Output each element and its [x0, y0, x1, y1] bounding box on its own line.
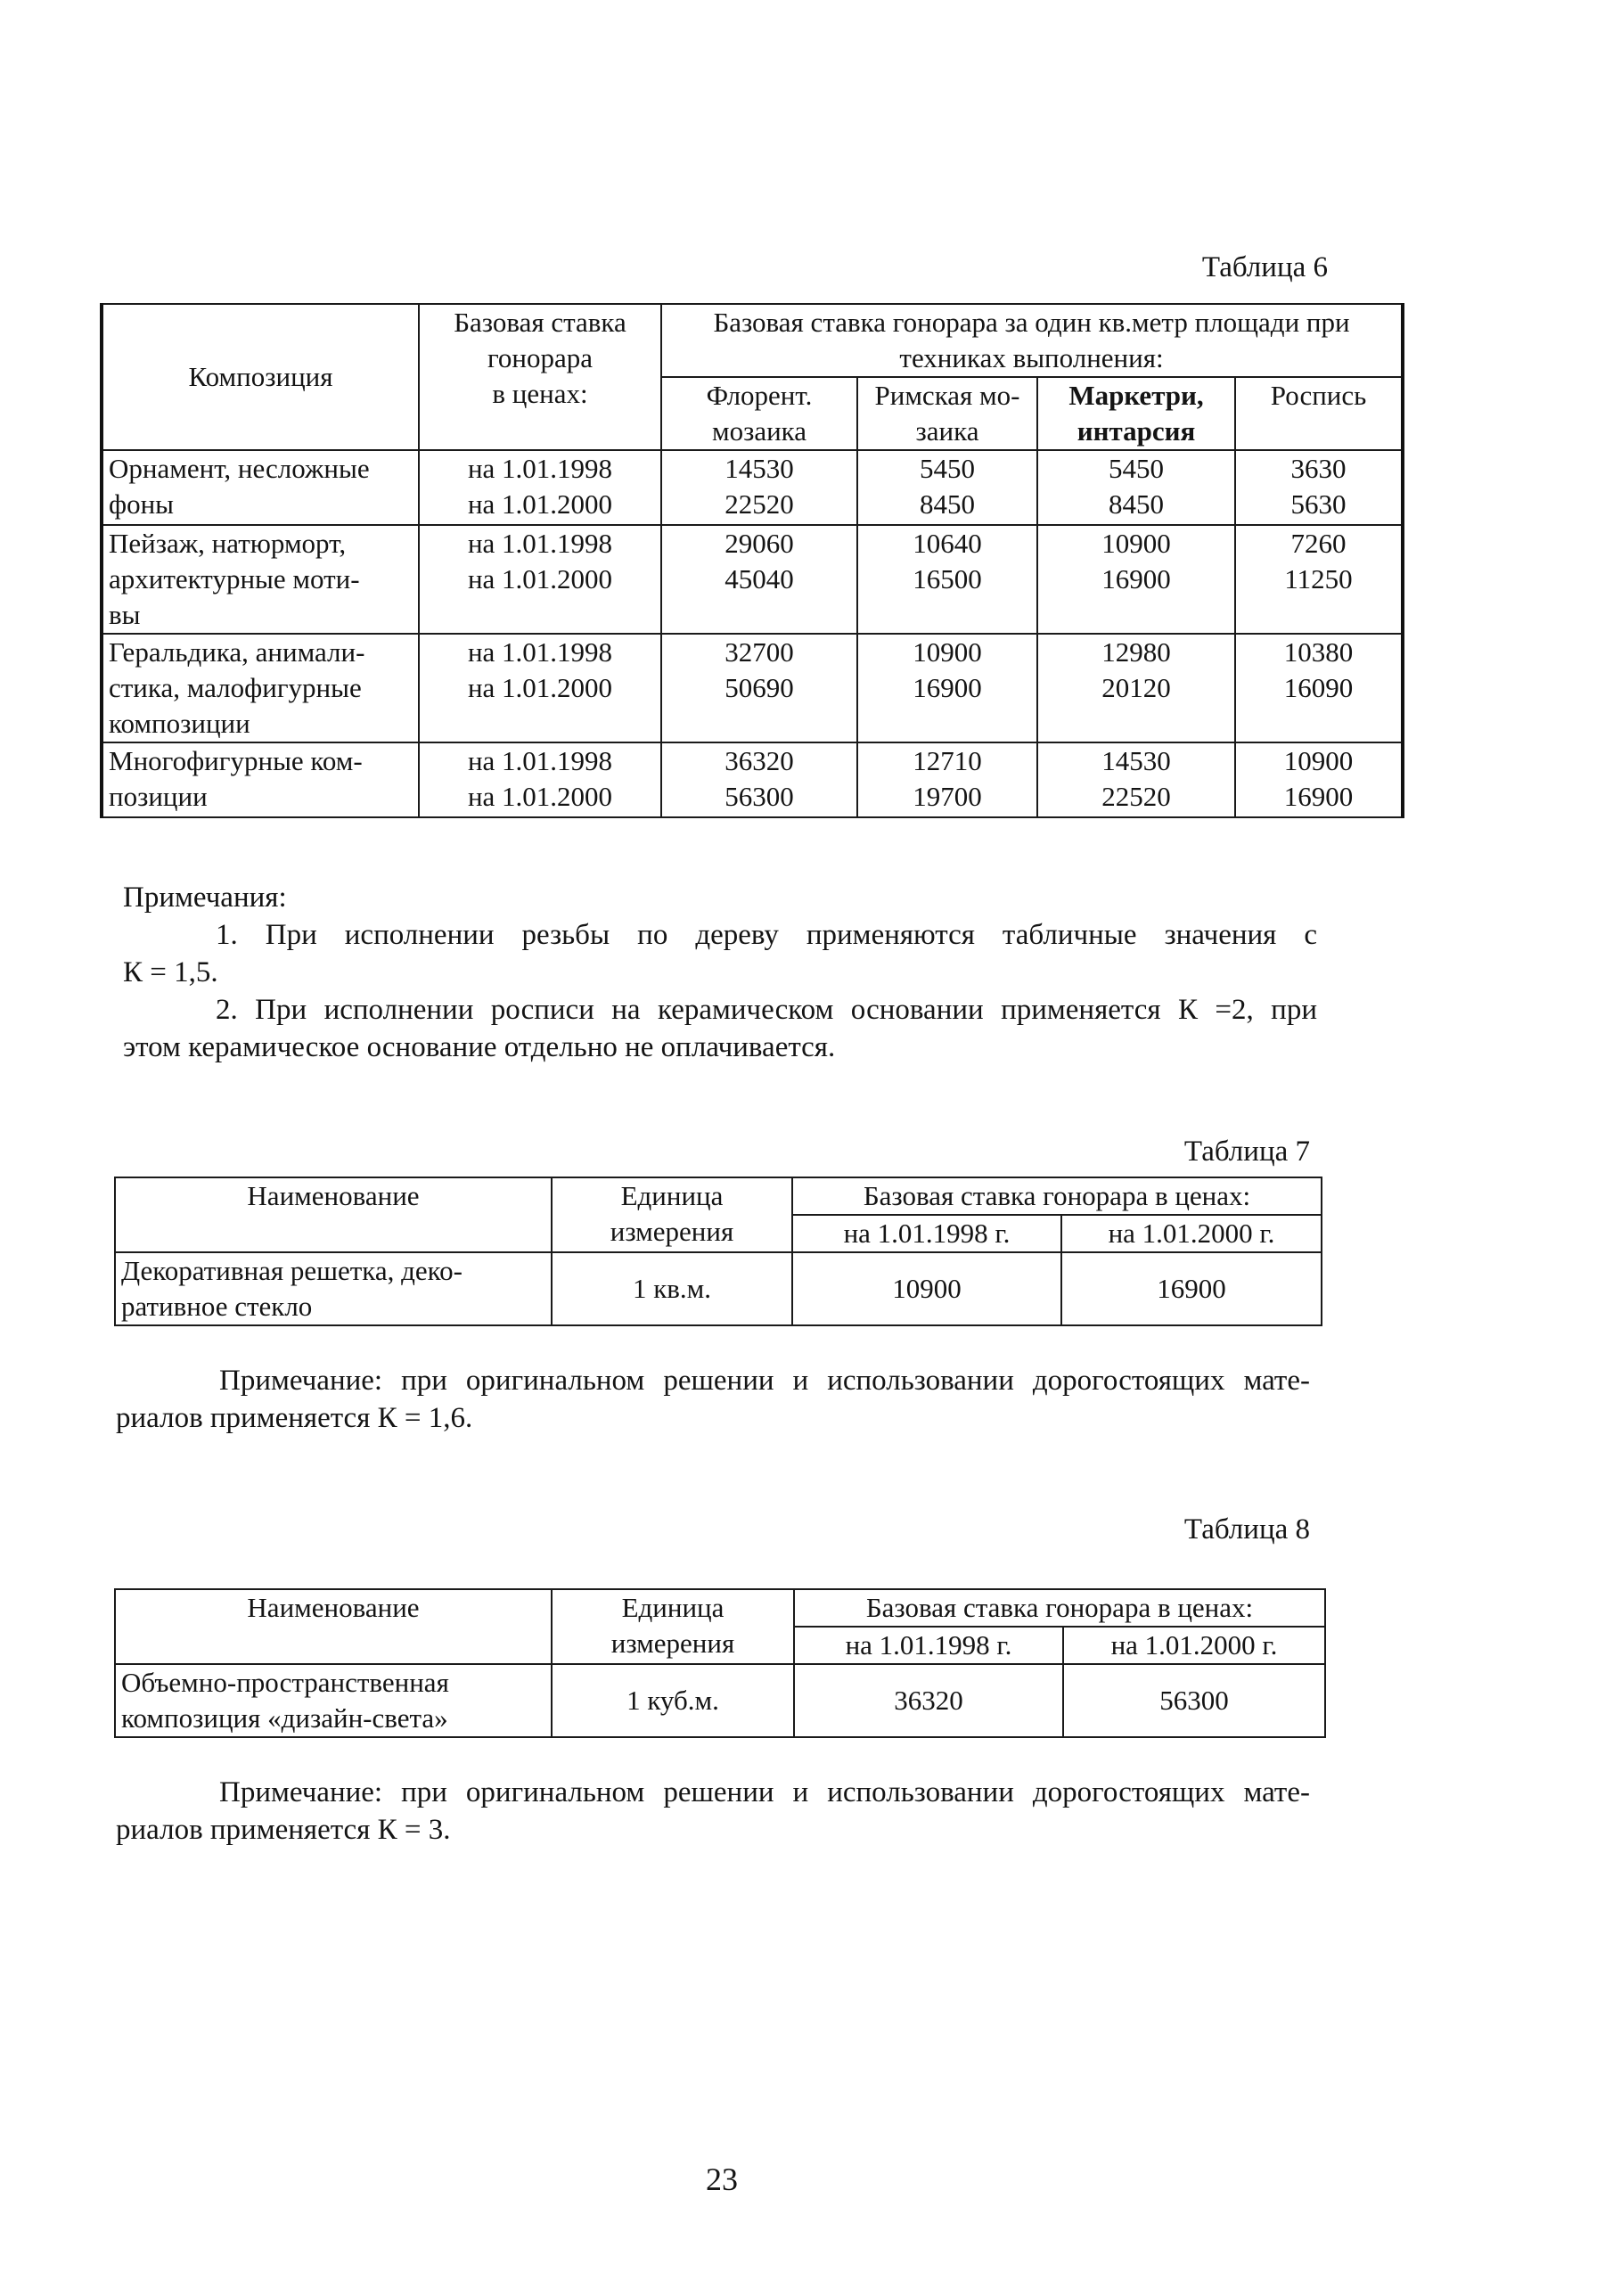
table6-cell-florent: 36320 56300: [661, 742, 857, 817]
table7-header-group: Базовая ставка гонорара в ценах:: [792, 1177, 1322, 1215]
table6-cell-florent: 29060 45040: [661, 525, 857, 634]
table6-header-base-rate: Базовая ставка гонорара в ценах:: [419, 304, 661, 450]
table-row: [102, 742, 1403, 817]
table8-caption: Таблица 8: [1183, 1513, 1310, 1546]
table7-row-unit: 1 кв.м.: [552, 1252, 792, 1325]
table6-header-painting: Роспись: [1235, 377, 1403, 450]
table6-cell-painting: 10380 16090: [1235, 634, 1403, 742]
table8-row-unit: 1 куб.м.: [552, 1664, 794, 1737]
table-row: [102, 450, 1403, 525]
table7-header-date2: на 1.01.2000 г.: [1061, 1215, 1322, 1252]
table6-row-name: Пейзаж, натюрморт, архитектурные моти- вы: [102, 525, 419, 634]
table6-cell-roman: 10640 16500: [857, 525, 1037, 634]
table6-row-dates: на 1.01.1998 на 1.01.2000: [419, 634, 661, 742]
table6-cell-marquetry: 14530 22520: [1037, 742, 1235, 817]
table6-cell-roman: 5450 8450: [857, 450, 1037, 525]
notes-title: Примечания:: [123, 882, 287, 914]
table7-header-unit: Единица измерения: [552, 1177, 792, 1252]
table7-row-value1: 10900: [792, 1252, 1061, 1325]
table-row: [115, 1664, 1325, 1737]
table6-cell-marquetry: 12980 20120: [1037, 634, 1235, 742]
page-number: 23: [706, 2161, 738, 2197]
table7-note: Примечание: при оригинальном решении и использовании дорогостоящих мате- риалов применяется К = 1,6.: [116, 1365, 1310, 1434]
table7-row-name: Декоративная решетка, деко- ративное стекло: [115, 1252, 552, 1325]
table6-row-name: Многофигурные ком- позиции: [102, 742, 419, 817]
note-2: 2. При исполнении росписи на керамическом основании применяется К =2, при этом керамическое основание отдельно не оплачивается.: [123, 994, 1317, 1063]
table7-caption: Таблица 7: [1183, 1136, 1310, 1168]
table6-notes: [123, 879, 1317, 1066]
table6-header-florent: Флорент. мозаика: [661, 377, 857, 450]
table7-header-date1: на 1.01.1998 г.: [792, 1215, 1061, 1252]
table6-header-roman: Римская мо- заика: [857, 377, 1037, 450]
table6-cell-painting: 10900 16900: [1235, 742, 1403, 817]
table6-row-dates: на 1.01.1998 на 1.01.2000: [419, 450, 661, 525]
table6-caption: Таблица 6: [1201, 251, 1328, 283]
table6-cell-marquetry: 10900 16900: [1037, 525, 1235, 634]
table-row: [102, 634, 1403, 742]
table6-cell-painting: 3630 5630: [1235, 450, 1403, 525]
table7-header-name: Наименование: [115, 1177, 552, 1252]
table8-header-group: Базовая ставка гонорара в ценах:: [794, 1589, 1325, 1627]
table8: [114, 1588, 1326, 1738]
table8-note: Примечание: при оригинальном решении и использовании дорогостоящих мате- риалов применяется К = 3.: [116, 1776, 1310, 1846]
table6-row-dates: на 1.01.1998 на 1.01.2000: [419, 525, 661, 634]
table8-header-name: Наименование: [115, 1589, 552, 1664]
table6-cell-painting: 7260 11250: [1235, 525, 1403, 634]
table6-header-marquetry: Маркетри, интарсия: [1037, 377, 1235, 450]
table7-row-value2: 16900: [1061, 1252, 1322, 1325]
table6-header-group: Базовая ставка гонорара за один кв.метр площади при техниках выполнения:: [661, 304, 1403, 377]
table6-row-name: Геральдика, анимали- стика, малофигурные композиции: [102, 634, 419, 742]
table6-row-name: Орнамент, несложные фоны: [102, 450, 419, 525]
table8-header-date1: на 1.01.1998 г.: [794, 1627, 1063, 1664]
table6-cell-roman: 12710 19700: [857, 742, 1037, 817]
table8-row-value1: 36320: [794, 1664, 1063, 1737]
table6-header-composition: Композиция: [102, 304, 419, 450]
table8-row-value2: 56300: [1063, 1664, 1325, 1737]
table6-row-dates: на 1.01.1998 на 1.01.2000: [419, 742, 661, 817]
table6-cell-florent: 14530 22520: [661, 450, 857, 525]
table8-header-unit: Единица измерения: [552, 1589, 794, 1664]
table8-header-date2: на 1.01.2000 г.: [1063, 1627, 1325, 1664]
table6-cell-marquetry: 5450 8450: [1037, 450, 1235, 525]
table-row: [115, 1252, 1322, 1325]
table6-cell-florent: 32700 50690: [661, 634, 857, 742]
table6: [100, 303, 1404, 818]
table6-cell-roman: 10900 16900: [857, 634, 1037, 742]
table-row: [102, 525, 1403, 634]
table7: [114, 1177, 1322, 1326]
table8-row-name: Объемно-пространственная композиция «дизайн-света»: [115, 1664, 552, 1737]
note-1: 1. При исполнении резьбы по дереву применяются табличные значения с К = 1,5.: [123, 919, 1317, 988]
